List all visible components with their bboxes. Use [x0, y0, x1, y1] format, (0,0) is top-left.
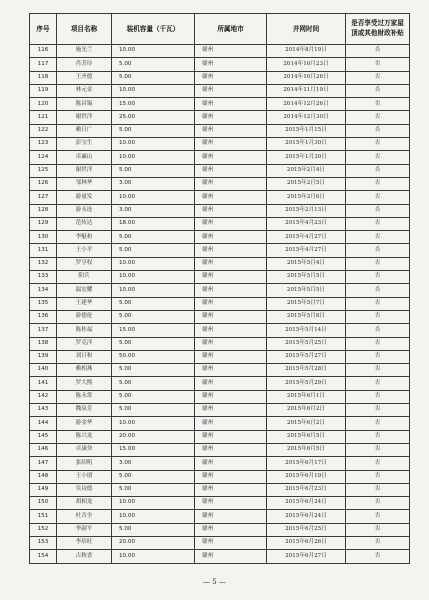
table-row: [30, 164, 410, 177]
cell-location: 赣州: [195, 550, 267, 563]
table-row: [30, 244, 410, 257]
cell-grid-date: 2015年5月5日: [267, 284, 346, 297]
cell-row-no: 128: [30, 204, 57, 217]
cell-capacity: 10.00: [112, 497, 195, 510]
cell-row-no: 131: [30, 244, 57, 257]
cell-grid-date: 2015年6月2日: [267, 404, 346, 417]
cell-capacity: 20.00: [112, 430, 195, 443]
cell-capacity: 10.00: [112, 271, 195, 284]
cell-capacity: 5.00: [112, 337, 195, 350]
cell-project-name: 陈永常: [57, 390, 112, 403]
cell-capacity: 50.00: [112, 350, 195, 363]
cell-project-name: 彭宝生: [57, 138, 112, 151]
cell-project-name: 游德伦: [57, 310, 112, 323]
cell-subsidy: 否: [346, 497, 410, 510]
table-row: [30, 457, 410, 470]
cell-project-name: 谢世洋: [57, 111, 112, 124]
cell-capacity: 10.00: [112, 257, 195, 270]
cell-capacity: 5.00: [112, 470, 195, 483]
cell-subsidy: 否: [346, 58, 410, 71]
cell-subsidy: 否: [346, 217, 410, 230]
cell-row-no: 142: [30, 390, 57, 403]
cell-row-no: 117: [30, 58, 57, 71]
cell-location: 赣州: [195, 98, 267, 111]
cell-location: 赣州: [195, 310, 267, 323]
cell-location: 赣州: [195, 204, 267, 217]
cell-grid-date: 2015年2月5日: [267, 177, 346, 190]
cell-project-name: 范传达: [57, 217, 112, 230]
cell-capacity: 15.00: [112, 443, 195, 456]
table-row: [30, 523, 410, 536]
cell-project-name: 罗克洋: [57, 337, 112, 350]
table-row: [30, 111, 410, 124]
table-row: [30, 497, 410, 510]
table-row: [30, 84, 410, 97]
cell-row-no: 118: [30, 71, 57, 84]
cell-row-no: 132: [30, 257, 57, 270]
table-body: [30, 45, 410, 564]
cell-row-no: 149: [30, 483, 57, 496]
table-row: [30, 257, 410, 270]
cell-row-no: 135: [30, 297, 57, 310]
cell-row-no: 140: [30, 364, 57, 377]
cell-project-name: 王齐德: [57, 71, 112, 84]
cell-capacity: 5.00: [112, 297, 195, 310]
cell-subsidy: 否: [346, 470, 410, 483]
cell-grid-date: 2015年5月25日: [267, 337, 346, 350]
table-row: [30, 217, 410, 230]
cell-row-no: 143: [30, 404, 57, 417]
cell-location: 赣州: [195, 58, 267, 71]
cell-grid-date: 2015年5月8日: [267, 310, 346, 323]
cell-project-name: 陈昌锡: [57, 98, 112, 111]
cell-row-no: 148: [30, 470, 57, 483]
cell-row-no: 153: [30, 536, 57, 549]
cell-capacity: 10.00: [112, 417, 195, 430]
cell-capacity: 5.00: [112, 231, 195, 244]
cell-location: 赣州: [195, 430, 267, 443]
cell-project-name: 谢世洋: [57, 164, 112, 177]
cell-project-name: 游金华: [57, 417, 112, 430]
cell-grid-date: 2015年6月24日: [267, 510, 346, 523]
table-row: [30, 138, 410, 151]
header-project-name: 项目名称: [57, 14, 112, 45]
table-row: [30, 350, 410, 363]
cell-grid-date: 2014年10月26日: [267, 71, 346, 84]
cell-grid-date: 2015年6月5日: [267, 443, 346, 456]
cell-capacity: 20.00: [112, 536, 195, 549]
cell-location: 赣州: [195, 390, 267, 403]
cell-subsidy: 否: [346, 536, 410, 549]
table-row: [30, 536, 410, 549]
cell-grid-date: 2014年8月19日: [267, 45, 346, 58]
cell-subsidy: 否: [346, 483, 410, 496]
cell-location: 赣州: [195, 45, 267, 58]
cell-capacity: 5.00: [112, 377, 195, 390]
table-row: [30, 284, 410, 297]
cell-project-name: 王建华: [57, 297, 112, 310]
header-location: 所属地市: [195, 14, 267, 45]
cell-capacity: 10.00: [112, 510, 195, 523]
cell-project-name: 游量发: [57, 191, 112, 204]
cell-row-no: 130: [30, 231, 57, 244]
cell-location: 赣州: [195, 523, 267, 536]
cell-project-name: 李淑平: [57, 523, 112, 536]
table-row: [30, 271, 410, 284]
cell-location: 赣州: [195, 191, 267, 204]
cell-subsidy: 否: [346, 337, 410, 350]
cell-row-no: 129: [30, 217, 57, 230]
cell-location: 赣州: [195, 138, 267, 151]
table-row: [30, 71, 410, 84]
cell-project-name: 李魁和: [57, 231, 112, 244]
cell-subsidy: 否: [346, 284, 410, 297]
cell-subsidy: 否: [346, 111, 410, 124]
header-grid-date: 并网时间: [267, 14, 346, 45]
cell-capacity: 5.00: [112, 404, 195, 417]
cell-location: 赣州: [195, 124, 267, 137]
cell-grid-date: 2015年4月27日: [267, 244, 346, 257]
cell-location: 赣州: [195, 497, 267, 510]
cell-grid-date: 2015年6月25日: [267, 523, 346, 536]
cell-grid-date: 2015年4月27日: [267, 231, 346, 244]
cell-location: 赣州: [195, 510, 267, 523]
cell-subsidy: 否: [346, 297, 410, 310]
cell-location: 赣州: [195, 84, 267, 97]
cell-grid-date: 2015年6月2日: [267, 417, 346, 430]
cell-project-name: 温宏耀: [57, 284, 112, 297]
cell-grid-date: 2015年6月26日: [267, 536, 346, 549]
cell-location: 赣州: [195, 71, 267, 84]
table-row: [30, 98, 410, 111]
cell-location: 赣州: [195, 457, 267, 470]
cell-capacity: 3.00: [112, 204, 195, 217]
cell-grid-date: 2014年10月23日: [267, 58, 346, 71]
cell-capacity: 5.00: [112, 310, 195, 323]
header-capacity: 装机容量（千瓦）: [112, 14, 195, 45]
cell-row-no: 136: [30, 310, 57, 323]
table-row: [30, 390, 410, 403]
cell-row-no: 125: [30, 164, 57, 177]
cell-subsidy: 否: [346, 523, 410, 536]
cell-row-no: 124: [30, 151, 57, 164]
cell-grid-date: 2015年1月15日: [267, 124, 346, 137]
table-row: [30, 124, 410, 137]
cell-capacity: 5.00: [112, 483, 195, 496]
cell-capacity: 10.00: [112, 45, 195, 58]
table-row: [30, 404, 410, 417]
cell-location: 赣州: [195, 536, 267, 549]
cell-subsidy: 否: [346, 138, 410, 151]
cell-grid-date: 2014年12月26日: [267, 98, 346, 111]
cell-project-name: 游永连: [57, 204, 112, 217]
cell-project-name: 陈桂福: [57, 324, 112, 337]
cell-subsidy: 否: [346, 151, 410, 164]
cell-location: 赣州: [195, 404, 267, 417]
cell-capacity: 5.00: [112, 390, 195, 403]
cell-project-name: 林元金: [57, 84, 112, 97]
cell-capacity: 5.00: [112, 244, 195, 257]
cell-grid-date: 2015年5月4日: [267, 257, 346, 270]
cell-capacity: 5.00: [112, 164, 195, 177]
cell-grid-date: 2015年2月6日: [267, 191, 346, 204]
cell-row-no: 145: [30, 430, 57, 443]
cell-grid-date: 2015年6月17日: [267, 457, 346, 470]
cell-row-no: 146: [30, 443, 57, 456]
cell-row-no: 141: [30, 377, 57, 390]
cell-row-no: 116: [30, 45, 57, 58]
table-header: [30, 14, 410, 45]
cell-subsidy: 否: [346, 231, 410, 244]
cell-grid-date: 2015年2月4日: [267, 164, 346, 177]
cell-project-name: 吴诗德: [57, 483, 112, 496]
cell-subsidy: 否: [346, 510, 410, 523]
cell-capacity: 3.00: [112, 457, 195, 470]
cell-grid-date: 2015年6月5日: [267, 430, 346, 443]
cell-grid-date: 2015年5月14日: [267, 324, 346, 337]
cell-subsidy: 否: [346, 457, 410, 470]
cell-row-no: 139: [30, 350, 57, 363]
table-row: [30, 430, 410, 443]
cell-project-name: 刘日和: [57, 350, 112, 363]
table-row: [30, 151, 410, 164]
cell-project-name: 魏泉芳: [57, 404, 112, 417]
cell-capacity: 5.00: [112, 124, 195, 137]
cell-subsidy: 否: [346, 417, 410, 430]
table-row: [30, 58, 410, 71]
table-row: [30, 324, 410, 337]
header-no: 序号: [30, 14, 57, 45]
cell-row-no: 154: [30, 550, 57, 563]
cell-row-no: 147: [30, 457, 57, 470]
cell-capacity: 10.00: [112, 84, 195, 97]
cell-project-name: 胡相龙: [57, 497, 112, 510]
cell-project-name: 杜否全: [57, 510, 112, 523]
cell-subsidy: 否: [346, 350, 410, 363]
cell-row-no: 126: [30, 177, 57, 190]
cell-grid-date: 2015年4月23日: [267, 217, 346, 230]
cell-grid-date: 2015年5月28日: [267, 364, 346, 377]
cell-subsidy: 否: [346, 71, 410, 84]
cell-location: 赣州: [195, 377, 267, 390]
cell-row-no: 144: [30, 417, 57, 430]
cell-grid-date: 2015年5月29日: [267, 377, 346, 390]
cell-capacity: 10.00: [112, 191, 195, 204]
table-row: [30, 550, 410, 563]
cell-project-name: 卓康癸: [57, 443, 112, 456]
cell-capacity: 15.00: [112, 324, 195, 337]
cell-subsidy: 否: [346, 443, 410, 456]
cell-subsidy: 否: [346, 271, 410, 284]
cell-row-no: 133: [30, 271, 57, 284]
cell-row-no: 123: [30, 138, 57, 151]
cell-subsidy: 否: [346, 98, 410, 111]
cell-project-name: 卓廉山: [57, 151, 112, 164]
cell-grid-date: 2015年6月27日: [267, 550, 346, 563]
cell-project-name: 施光兰: [57, 45, 112, 58]
cell-subsidy: 否: [346, 164, 410, 177]
cell-grid-date: 2015年5月27日: [267, 350, 346, 363]
table-row: [30, 177, 410, 190]
cell-row-no: 121: [30, 111, 57, 124]
cell-grid-date: 2015年5月5日: [267, 271, 346, 284]
cell-location: 赣州: [195, 324, 267, 337]
cell-grid-date: 2015年1月30日: [267, 151, 346, 164]
cell-location: 赣州: [195, 470, 267, 483]
cell-row-no: 150: [30, 497, 57, 510]
table-row: [30, 510, 410, 523]
cell-capacity: 10.00: [112, 284, 195, 297]
cell-subsidy: 否: [346, 84, 410, 97]
cell-grid-date: 2015年1月30日: [267, 138, 346, 151]
cell-row-no: 152: [30, 523, 57, 536]
cell-location: 赣州: [195, 443, 267, 456]
cell-capacity: 5.00: [112, 523, 195, 536]
table-row: [30, 310, 410, 323]
cell-grid-date: 2015年6月19日: [267, 470, 346, 483]
cell-project-name: 罗亨权: [57, 257, 112, 270]
table-row: [30, 204, 410, 217]
cell-subsidy: 否: [346, 45, 410, 58]
table-row: [30, 45, 410, 58]
table-row: [30, 297, 410, 310]
cell-location: 赣州: [195, 350, 267, 363]
cell-subsidy: 否: [346, 324, 410, 337]
cell-project-name: 赖日广: [57, 124, 112, 137]
cell-project-name: 古秋香: [57, 550, 112, 563]
cell-row-no: 120: [30, 98, 57, 111]
cell-location: 赣州: [195, 271, 267, 284]
table-row: [30, 377, 410, 390]
cell-grid-date: 2015年6月1日: [267, 390, 346, 403]
cell-location: 赣州: [195, 231, 267, 244]
table-row: [30, 364, 410, 377]
cell-location: 赣州: [195, 483, 267, 496]
cell-capacity: 15.00: [112, 98, 195, 111]
table-row: [30, 470, 410, 483]
cell-row-no: 134: [30, 284, 57, 297]
cell-subsidy: 否: [346, 550, 410, 563]
cell-grid-date: 2014年11月19日: [267, 84, 346, 97]
cell-capacity: 3.00: [112, 177, 195, 190]
cell-subsidy: 否: [346, 364, 410, 377]
cell-project-name: 赖相燕: [57, 364, 112, 377]
cell-subsidy: 否: [346, 191, 410, 204]
cell-subsidy: 否: [346, 430, 410, 443]
cell-project-name: 李培旺: [57, 536, 112, 549]
cell-capacity: 10.00: [112, 550, 195, 563]
cell-location: 赣州: [195, 297, 267, 310]
table-row: [30, 231, 410, 244]
cell-capacity: 5.00: [112, 364, 195, 377]
cell-location: 赣州: [195, 177, 267, 190]
cell-grid-date: 2015年2月13日: [267, 204, 346, 217]
table-row: [30, 483, 410, 496]
cell-capacity: 18.00: [112, 217, 195, 230]
cell-location: 赣州: [195, 164, 267, 177]
cell-row-no: 151: [30, 510, 57, 523]
cell-subsidy: 否: [346, 404, 410, 417]
cell-subsidy: 否: [346, 390, 410, 403]
cell-capacity: 10.00: [112, 138, 195, 151]
cell-row-no: 137: [30, 324, 57, 337]
cell-capacity: 5.00: [112, 71, 195, 84]
cell-subsidy: 否: [346, 310, 410, 323]
cell-project-name: 阳兵: [57, 271, 112, 284]
cell-location: 赣州: [195, 111, 267, 124]
cell-project-name: 罗大熙: [57, 377, 112, 390]
cell-subsidy: 否: [346, 177, 410, 190]
cell-project-name: 张绍明: [57, 457, 112, 470]
cell-project-name: 王小平: [57, 244, 112, 257]
cell-subsidy: 否: [346, 257, 410, 270]
cell-location: 赣州: [195, 217, 267, 230]
cell-row-no: 138: [30, 337, 57, 350]
table-row: [30, 191, 410, 204]
cell-grid-date: 2015年5月7日: [267, 297, 346, 310]
cell-row-no: 127: [30, 191, 57, 204]
cell-capacity: 10.00: [112, 151, 195, 164]
table-row: [30, 417, 410, 430]
cell-location: 赣州: [195, 151, 267, 164]
cell-location: 赣州: [195, 417, 267, 430]
cell-grid-date: 2015年6月24日: [267, 497, 346, 510]
cell-location: 赣州: [195, 284, 267, 297]
cell-location: 赣州: [195, 244, 267, 257]
cell-project-name: 邹林华: [57, 177, 112, 190]
cell-location: 赣州: [195, 257, 267, 270]
cell-subsidy: 否: [346, 377, 410, 390]
header-row: [30, 14, 410, 45]
cell-grid-date: 2014年12月30日: [267, 111, 346, 124]
cell-project-name: 肖芳玲: [57, 58, 112, 71]
table-row: [30, 443, 410, 456]
cell-project-name: 王小朋: [57, 470, 112, 483]
cell-subsidy: 否: [346, 244, 410, 257]
project-register-table: [29, 13, 410, 564]
cell-subsidy: 否: [346, 204, 410, 217]
page-number: — 5 —: [203, 578, 226, 586]
cell-project-name: 陈兴龙: [57, 430, 112, 443]
cell-grid-date: 2015年6月23日: [267, 483, 346, 496]
table-row: [30, 337, 410, 350]
header-subsidy: 是否享受过万家屋顶或其他财政补贴: [346, 14, 410, 45]
cell-location: 赣州: [195, 364, 267, 377]
cell-row-no: 122: [30, 124, 57, 137]
cell-capacity: 5.00: [112, 58, 195, 71]
cell-subsidy: 否: [346, 124, 410, 137]
cell-row-no: 119: [30, 84, 57, 97]
cell-location: 赣州: [195, 337, 267, 350]
cell-capacity: 25.00: [112, 111, 195, 124]
